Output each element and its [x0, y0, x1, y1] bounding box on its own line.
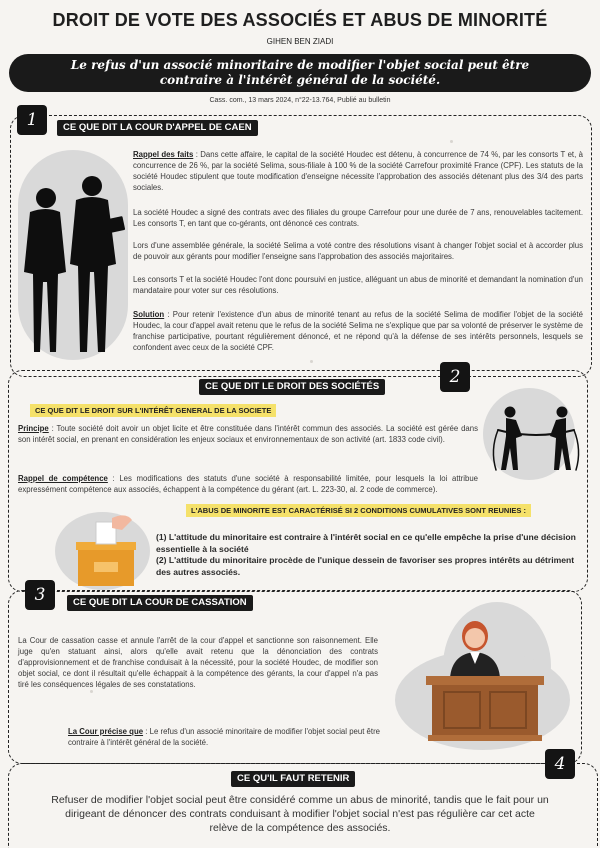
banner-line-1: Le refus d'un associé minoritaire de modifier l'objet social peut être [70, 58, 530, 72]
principle-text: : Toute société doit avoir un objet licite et être constituée dans l'intérêt commun des associés. La société est gérée dans son intérêt social, en prenant en considération les enjeux sociaux et environnementaux de son activité (art. 1833 code civil). [18, 424, 478, 444]
page-title: DROIT DE VOTE DES ASSOCIÉS ET ABUS DE MINORITÉ [52, 10, 548, 30]
section-3-heading: CE QUE DIT LA COUR DE CASSATION [67, 595, 253, 611]
precision-text: : Le refus d'un associé minoritaire de modifier l'objet social peut être contraire à l'intérêt général de la société. [68, 727, 380, 747]
section-4-number: 4 [545, 749, 575, 779]
section-1-heading: CE QUE DIT LA COUR D'APPEL DE CAEN [57, 120, 258, 136]
section-2-competence [18, 473, 478, 495]
section-2-subheading: CE QUE DIT LE DROIT SUR L'INTÉRÊT GENERAL DE LA SOCIETE [30, 404, 276, 417]
ballot-box-icon [72, 512, 140, 590]
businessmen-silhouette-icon [12, 172, 127, 362]
conditions-heading: L'ABUS DE MINORITE EST CARACTÉRISÉ SI 2 CONDITIONS CUMULATIVES SONT REUNIES : [186, 504, 531, 517]
section-1-lawsuit: Les consorts T et la société Houdec l'ont donc poursuivi en justice, alléguant un abus de minorité et demandant la nomination d'un mandataire pour voter sur ces résolutions. [133, 275, 583, 295]
author-name: GIHEN BEN ZIADI [266, 37, 334, 46]
solution-text: : Pour retenir l'existence d'un abus de minorité tenant au refus de la société Selima de modifier l'objet de la société Houdec, la cour d'appel avait retenu que le refus de la société Selima ne s'explique que par sa volonté de préserver le système de franchise participative, pourtant régulièrement dénoncé, et ne répond qu'à la défense de ses intérêts personnels, lesquels se confondent avec ceux de la société CPF. [133, 310, 583, 352]
tug-of-war-icon [486, 400, 586, 475]
facts-label: Rappel des faits [133, 150, 194, 159]
section-2-number: 2 [440, 362, 470, 392]
section-3-number: 3 [25, 580, 55, 610]
section-3-ruling: La Cour de cassation casse et annule l'arrêt de la cour d'appel et sanctionne son raisonnement. Elle juge qu'en statuant ainsi, alors qu'elle avait retenu que la dénonciation des contrats d'approvisionnement et de franchise conduisait à la nécessité, pour la société Houdec, de modifier son objet social, ce dont il résultait qu'elle échappait à la compétence des gérants, la cour d'appel n'a pas tiré les conséquences légales de ses constatations. [18, 636, 378, 689]
precision-label: La Cour précise que [68, 727, 144, 736]
section-1-contracts: La société Houdec a signé des contrats avec des filiales du groupe Carrefour pour une durée de 7 ans, renouvelables tacitement. Les consorts T, en tant que co-gérants, ont dénoncé ces contrats. [133, 208, 583, 228]
key-takeaway: Refuser de modifier l'objet social peut être considéré comme un abus de minorité, tandis que le fait pour un dirigeant de dénoncer des contrats conduisant à modifier l'objet social n'est pas régulière car cet acte relève de la compétence des associés. [51, 794, 549, 834]
headline-banner [9, 54, 591, 92]
section-2-heading: CE QUE DIT LE DROIT DES SOCIÉTÉS [199, 379, 385, 395]
condition-1: (1) L'attitude du minoritaire est contraire à l'intérêt social en ce qu'elle empêche la prise d'une décision essentielle à la société [156, 532, 576, 554]
section-1-assembly: Lors d'une assemblée générale, la société Selima a voté contre des résolutions visant à changer l'objet social et à accorder plus de pouvoir aux gérants pour modifier l'enseigne sans l'approbation des associés majoritaires. [133, 241, 583, 261]
condition-2: (2) L'attitude du minoritaire procède de l'unique dessein de favoriser ses propres intérêts au détriment des autres associés. [156, 555, 575, 577]
competence-label: Rappel de compétence [18, 474, 108, 483]
principle-label: Principe [18, 424, 49, 433]
competence-text: : Les modifications des statuts d'une société à responsabilité limitée, pour lesquels la loi attribue expressément compétence aux associés, échappent à la compétence du gérant (art. L. 223-30, al. 2 code de commerce). [18, 474, 478, 494]
section-1-solution [133, 309, 583, 353]
section-2-principle [18, 423, 478, 445]
section-1-facts [133, 149, 583, 193]
solution-label: Solution [133, 310, 165, 319]
case-reference: Cass. com., 13 mars 2024, n°22-13.764, Publié au bulletin [209, 97, 391, 104]
section-4-heading: CE QU'IL FAUT RETENIR [231, 771, 355, 787]
section-3-precision [68, 726, 380, 748]
section-1-number: 1 [17, 105, 47, 135]
banner-line-2: contraire à l'intérêt général de la société. [159, 73, 441, 87]
facts-text: : Dans cette affaire, le capital de la société Houdec est détenu, à concurrence de 74 %, par les consorts T et, à concurrence de 26 %, par la société Selima, sous-filiale à 100 % de la société Carrefour proximité France (CPF). Les statuts de la société Houdec stipulent que toute modification d'enseigne nécessite l'approbation des associés détenant plus des 3/4 des parts sociales. [133, 150, 583, 192]
judge-at-bench-icon [420, 618, 550, 748]
